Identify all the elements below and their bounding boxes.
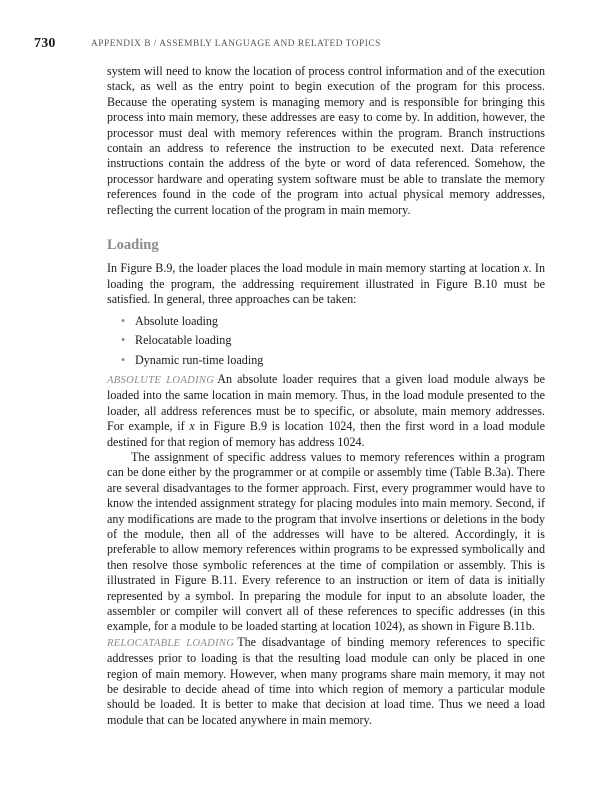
absolute-loading-paragraph bbox=[107, 372, 545, 450]
page-number: 730 bbox=[34, 36, 56, 51]
running-head: APPENDIX B / ASSEMBLY LANGUAGE AND RELATED TOPICS bbox=[91, 39, 381, 49]
relocatable-text: The disadvantage of binding memory references to specific addresses prior to loading is that the resulting load module can only be placed in one region of main memory. However, when many programs share main memory, it may not be desirable to decide ahead of time into which region of memory a particular module should be loaded. It is better to make that decision at load time. Thus we need a load module that can be located anywhere in main memory. bbox=[107, 634, 545, 727]
section-intro-variable: x bbox=[523, 261, 529, 276]
intro-paragraph: system will need to know the location of process control information and of the execution stack, as well as the entry point to begin execution of the program for this process. Because the operating system is managing memory and is responsible for bringing this process into main memory, these addresses are easy to come by. In addition, however, the processor must deal with memory references within the program. Branch instructions contain an address to reference the instruction to be executed next. Data reference instructions contain the address of the byte or word of data referenced. Somehow, the processor hardware and operating system software must be able to translate the memory references found in the code of the program into actual physical memory addresses, reflecting the current location of the program in main memory. bbox=[107, 64, 545, 217]
section-intro-paragraph bbox=[107, 261, 545, 307]
relocatable-loading-paragraph bbox=[107, 635, 545, 728]
absolute-text-1: An absolute loader requires that a given load module always be loaded into the same location in main memory. Thus, in the load module presented to the loader, all address references must be to specific, or absolute, main memory addresses. For example, if bbox=[107, 371, 545, 434]
list-item: • Absolute loading bbox=[121, 314, 545, 329]
page-header bbox=[34, 36, 554, 54]
loading-approaches-list bbox=[107, 314, 545, 368]
relocatable-loading-runin-heading: RELOCATABLE LOADING bbox=[107, 637, 235, 649]
page-body bbox=[107, 64, 545, 728]
list-item: • Dynamic run-time loading bbox=[121, 353, 545, 368]
absolute-loading-paragraph-2: The assignment of specific address values to memory references within a program can be done either by the programmer or at compile or assembly time (Table B.3a). There are several disadvantages to the former approach. First, every programmer would have to know the intended assignment strategy for placing modules into main memory. Second, if any modifications are made to the program that involve insertions or deletions in the body of the module, then all of the addresses will have to be altered. Accordingly, it is preferable to allow memory references within programs to be expressed symbolically and then resolve those symbolic references at the time of compilation or assembly. This is illustrated in Figure B.11. Every reference to an instruction or item of data is initially represented by a symbol. In preparing the module for input to an absolute loader, the assembler or compiler will convert all of these references to specific addresses (in this example, for a module to be loaded starting at location 1024), as shown in Figure B.11b. bbox=[107, 449, 545, 634]
absolute-text-2: in Figure B.9 is location 1024, then the first word in a load module destined for that region of memory has address 1024. bbox=[107, 419, 545, 449]
absolute-variable: x bbox=[189, 419, 195, 434]
list-item: • Relocatable loading bbox=[121, 333, 545, 348]
absolute-loading-runin-heading: ABSOLUTE LOADING bbox=[107, 374, 215, 386]
section-intro-text-2: . In loading the program, the addressing requirement illustrated in Figure B.10 must be satisfied. In general, three approaches can be taken: bbox=[107, 261, 546, 307]
section-intro-text-1: In Figure B.9, the loader places the load module in main memory starting at location bbox=[107, 261, 524, 276]
section-heading: Loading bbox=[107, 237, 159, 254]
